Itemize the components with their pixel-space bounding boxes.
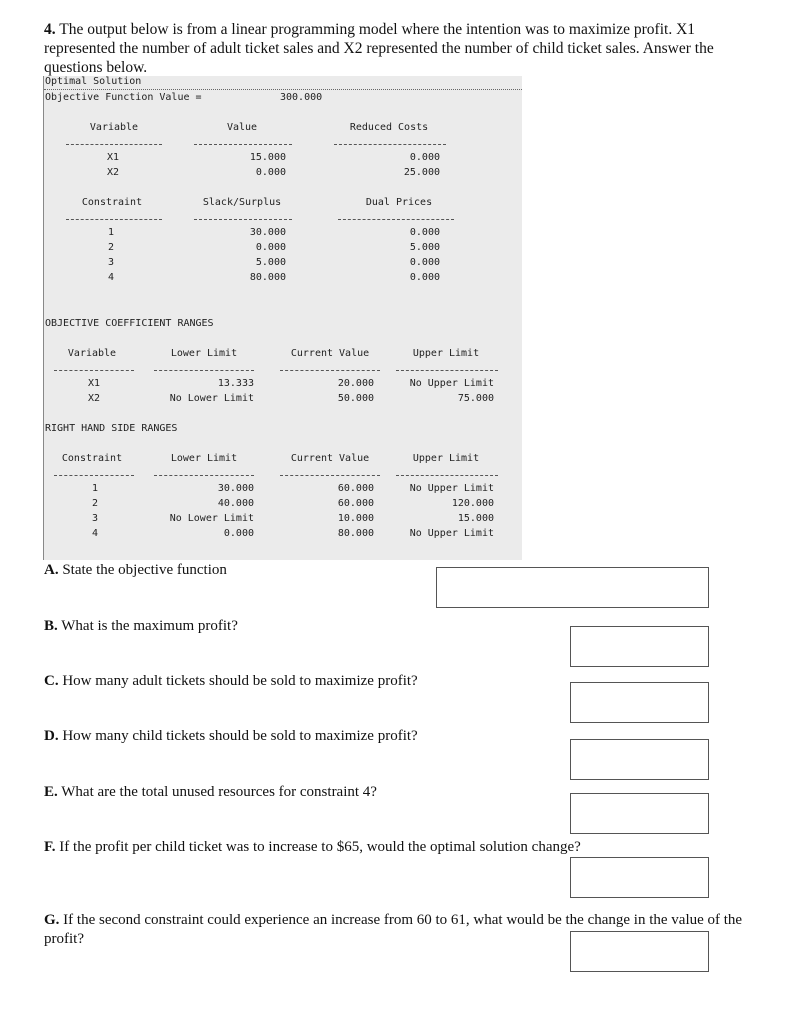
- rhs-row-current: 80.000: [337, 528, 374, 539]
- answer-box-f[interactable]: [570, 857, 709, 898]
- divider: [338, 219, 454, 220]
- con-row-dual: 5.000: [409, 242, 440, 253]
- divider: [396, 475, 498, 476]
- con-row-slack: 80.000: [249, 272, 286, 283]
- con-header-dual: Dual Prices: [365, 197, 433, 208]
- ocr-row-name: X2: [88, 393, 101, 404]
- ocr-row-lower: No Lower Limit: [169, 393, 254, 404]
- rhs-row-upper: No Upper Limit: [409, 528, 494, 539]
- rhs-row-name: 2: [92, 498, 99, 509]
- con-row-slack: 5.000: [255, 257, 286, 268]
- answer-box-b[interactable]: [570, 626, 709, 667]
- ocr-row-upper: No Upper Limit: [409, 378, 494, 389]
- question-b-letter: B.: [44, 618, 58, 634]
- divider: [54, 475, 134, 476]
- answer-box-d[interactable]: [570, 739, 709, 780]
- answer-box-a[interactable]: [436, 567, 709, 608]
- question-d: [44, 727, 418, 746]
- rhs-row-name: 1: [92, 483, 99, 494]
- divider: [334, 144, 446, 145]
- rhs-row-current: 60.000: [337, 483, 374, 494]
- question-intro: [44, 20, 764, 77]
- rhs-row-name: 3: [92, 513, 99, 524]
- question-d-letter: D.: [44, 728, 59, 744]
- con-row-name: 2: [108, 242, 115, 253]
- question-c-letter: C.: [44, 673, 59, 689]
- lp-output-panel: [43, 76, 522, 560]
- question-a-text: State the objective function: [62, 562, 227, 578]
- con-row-dual: 0.000: [409, 227, 440, 238]
- divider: [194, 219, 292, 220]
- divider: [66, 219, 162, 220]
- question-b-text: What is the maximum profit?: [61, 618, 238, 634]
- var-row-value: 15.000: [249, 152, 286, 163]
- rhs-row-current: 10.000: [337, 513, 374, 524]
- rhs-row-current: 60.000: [337, 498, 374, 509]
- con-row-name: 1: [108, 227, 115, 238]
- con-row-name: 3: [108, 257, 115, 268]
- question-d-text: How many child tickets should be sold to maximize profit?: [62, 728, 418, 744]
- question-b: [44, 617, 238, 636]
- var-header-reduced: Reduced Costs: [349, 122, 429, 133]
- divider: [154, 370, 254, 371]
- con-row-slack: 0.000: [255, 242, 286, 253]
- divider: [54, 370, 134, 371]
- question-c-text: How many adult tickets should be sold to maximize profit?: [62, 673, 418, 689]
- var-row-reduced: 25.000: [403, 167, 440, 178]
- divider: [396, 370, 498, 371]
- ocr-header-current: Current Value: [290, 348, 370, 359]
- rhs-row-lower: 40.000: [217, 498, 254, 509]
- answer-box-c[interactable]: [570, 682, 709, 723]
- ocr-row-name: X1: [88, 378, 101, 389]
- var-row-value: 0.000: [255, 167, 286, 178]
- rhs-title: RIGHT HAND SIDE RANGES: [45, 423, 178, 434]
- con-row-name: 4: [108, 272, 115, 283]
- rhs-row-lower: 0.000: [223, 528, 254, 539]
- question-e-letter: E.: [44, 784, 58, 800]
- question-text: The output below is from a linear programming model where the intention was to maximize profit. X1 represented the number of adult ticket sales and X2 represented the number of child ticket sales. Answer the questions below.: [44, 21, 714, 76]
- con-row-dual: 0.000: [409, 257, 440, 268]
- answer-box-e[interactable]: [570, 793, 709, 834]
- output-title: Optimal Solution: [45, 76, 142, 87]
- question-a: [44, 561, 227, 580]
- rhs-row-upper: 15.000: [457, 513, 494, 524]
- var-row-reduced: 0.000: [409, 152, 440, 163]
- divider: [280, 370, 380, 371]
- answer-box-g[interactable]: [570, 931, 709, 972]
- title-divider: [44, 89, 522, 90]
- ocr-row-lower: 13.333: [217, 378, 254, 389]
- question-e: [44, 783, 377, 802]
- con-header-constraint: Constraint: [81, 197, 143, 208]
- rhs-row-name: 4: [92, 528, 99, 539]
- question-number: 4.: [44, 21, 56, 38]
- question-g-text: If the second constraint could experience an increase from 60 to 61, what would be the change in the value of the profit?: [44, 912, 743, 947]
- var-row-name: X1: [107, 152, 120, 163]
- divider: [194, 144, 292, 145]
- ocr-title: OBJECTIVE COEFFICIENT RANGES: [45, 318, 214, 329]
- rhs-header-current: Current Value: [290, 453, 370, 464]
- ocr-header-lower: Lower Limit: [170, 348, 238, 359]
- rhs-row-upper: 120.000: [451, 498, 494, 509]
- rhs-row-upper: No Upper Limit: [409, 483, 494, 494]
- rhs-row-lower: No Lower Limit: [169, 513, 254, 524]
- var-header-variable: Variable: [89, 122, 139, 133]
- objective-label: Objective Function Value =: [45, 92, 202, 103]
- rhs-row-lower: 30.000: [217, 483, 254, 494]
- objective-value: 300.000: [280, 92, 323, 103]
- divider: [154, 475, 254, 476]
- con-row-slack: 30.000: [249, 227, 286, 238]
- ocr-header-upper: Upper Limit: [412, 348, 480, 359]
- question-c: [44, 672, 418, 691]
- divider: [66, 144, 162, 145]
- ocr-row-current: 20.000: [337, 378, 374, 389]
- question-e-text: What are the total unused resources for constraint 4?: [61, 784, 377, 800]
- question-f-letter: F.: [44, 839, 56, 855]
- con-row-dual: 0.000: [409, 272, 440, 283]
- rhs-header-constraint: Constraint: [61, 453, 123, 464]
- ocr-row-upper: 75.000: [457, 393, 494, 404]
- question-f-text: If the profit per child ticket was to increase to $65, would the optimal solution change?: [59, 839, 581, 855]
- divider: [280, 475, 380, 476]
- question-a-letter: A.: [44, 562, 59, 578]
- ocr-row-current: 50.000: [337, 393, 374, 404]
- rhs-header-upper: Upper Limit: [412, 453, 480, 464]
- ocr-header-variable: Variable: [67, 348, 117, 359]
- con-header-slack: Slack/Surplus: [202, 197, 282, 208]
- rhs-header-lower: Lower Limit: [170, 453, 238, 464]
- question-f: [44, 838, 764, 857]
- var-header-value: Value: [226, 122, 258, 133]
- var-row-name: X2: [107, 167, 120, 178]
- question-g-letter: G.: [44, 912, 60, 928]
